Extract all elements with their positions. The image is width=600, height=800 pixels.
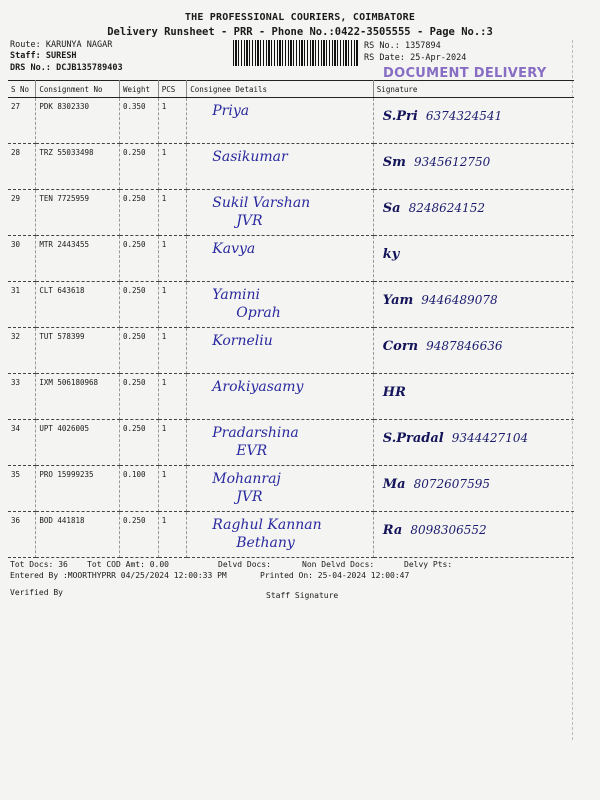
cell-sno: 33 <box>8 374 36 420</box>
phone-number: 8072607595 <box>413 477 490 491</box>
drs-line: DRS No.: DCJB135789403 <box>10 63 123 73</box>
cell-pcs: 1 <box>158 190 187 236</box>
cell-consignment: PRO 15999235 <box>36 466 120 512</box>
cell-pcs: 1 <box>158 374 187 420</box>
document-delivery-stamp: DOCUMENT DELIVERY <box>383 66 547 81</box>
cell-consignment: IXM 506180968 <box>36 374 120 420</box>
cell-pcs: 1 <box>158 420 187 466</box>
cell-consignment: UPT 4026005 <box>36 420 120 466</box>
phone-number: 8098306552 <box>410 523 487 537</box>
cell-consignment: PDK 8302330 <box>36 98 120 144</box>
cell-weight: 0.250 <box>119 328 158 374</box>
signature-mark: Sa <box>382 201 401 216</box>
consignee-name-line2: Bethany <box>236 535 295 551</box>
cell-signature <box>373 144 574 190</box>
table-row <box>8 374 574 420</box>
rs-date-line: RS Date: 25-Apr-2024 <box>364 53 467 63</box>
cell-consignment: BOD 441818 <box>36 512 120 558</box>
cell-weight: 0.250 <box>119 512 158 558</box>
signature-mark: Ra <box>382 523 403 538</box>
cell-signature <box>373 512 574 558</box>
signature-mark: Sm <box>382 155 406 170</box>
table-row <box>8 236 574 282</box>
cell-consignee <box>187 236 374 282</box>
cell-weight: 0.250 <box>119 144 158 190</box>
cell-consignment: TUT 578399 <box>36 328 120 374</box>
cell-pcs: 1 <box>158 236 187 282</box>
consignee-name: Kavya <box>212 241 256 257</box>
cell-pcs: 1 <box>158 144 187 190</box>
consignee-name: Yamini <box>212 287 261 303</box>
company-name: THE PROFESSIONAL COURIERS, COIMBATORE <box>184 12 416 23</box>
cell-pcs: 1 <box>158 512 187 558</box>
cell-weight: 0.250 <box>119 236 158 282</box>
table-row <box>8 144 574 190</box>
totals-line: Tot Docs: 36 Tot COD Amt: 0.00 <box>10 560 169 569</box>
cell-consignee <box>187 190 374 236</box>
table-header-row <box>8 81 574 98</box>
cell-weight: 0.350 <box>119 98 158 144</box>
printed-on: Printed On: 25-04-2024 12:00:47 <box>260 571 410 580</box>
table-row <box>8 420 574 466</box>
col-consignment: Consignment No <box>36 81 120 98</box>
rs-no-line: RS No.: 1357894 <box>364 41 441 51</box>
phone-number: 9487846636 <box>426 339 503 353</box>
cell-consignment: MTR 2443455 <box>36 236 120 282</box>
cell-sno: 29 <box>8 190 36 236</box>
signature-mark: ky <box>382 247 400 262</box>
signature-mark: HR <box>382 385 406 400</box>
cell-weight: 0.250 <box>119 420 158 466</box>
verified-by: Verified By <box>10 588 63 597</box>
consignee-name: Sasikumar <box>212 149 288 165</box>
col-consignee: Consignee Details <box>187 81 374 98</box>
non-delvd-docs-label: Non Delvd Docs: <box>302 560 375 569</box>
consignee-name: Mohanraj <box>212 471 281 487</box>
cell-signature <box>373 282 574 328</box>
phone-number: 9345612750 <box>413 155 491 169</box>
cell-pcs: 1 <box>158 282 187 328</box>
cell-consignee <box>187 374 374 420</box>
table-row <box>8 98 574 144</box>
cell-consignee <box>187 512 374 558</box>
phone-number: 9446489078 <box>421 293 498 307</box>
cell-sno: 30 <box>8 236 36 282</box>
cell-consignment: TRZ 55033498 <box>36 144 120 190</box>
col-sno: S No <box>8 81 36 98</box>
cell-consignee <box>187 420 374 466</box>
route-value: KARUNYA NAGAR <box>45 40 113 50</box>
signature-mark: Yam <box>382 293 414 308</box>
table-row <box>8 282 574 328</box>
cell-sno: 35 <box>8 466 36 512</box>
cell-signature <box>373 98 574 144</box>
cell-weight: 0.250 <box>119 374 158 420</box>
phone-number: 6374324541 <box>425 109 503 123</box>
consignee-name: Raghul Kannan <box>212 517 322 533</box>
cell-consignment: TEN 7725959 <box>36 190 120 236</box>
phone-number: 8248624152 <box>408 201 485 215</box>
entered-by: Entered By :MOORTHYPRR 04/25/2024 12:00:33 PM <box>10 571 227 580</box>
cell-sno: 31 <box>8 282 36 328</box>
runsheet-title: Delivery Runsheet - PRR - Phone No.:0422-3505555 - Page No.:3 <box>107 26 493 38</box>
table-row <box>8 512 574 558</box>
cell-pcs: 1 <box>158 328 187 374</box>
cell-signature <box>373 328 574 374</box>
consignee-name-line2: JVR <box>236 213 263 229</box>
delvd-docs-label: Delvd Docs: <box>218 560 271 569</box>
rs-date-value: 25-Apr-2024 <box>410 53 467 63</box>
cell-sno: 34 <box>8 420 36 466</box>
staff-signature: Staff Signature <box>266 591 339 600</box>
cell-sno: 32 <box>8 328 36 374</box>
consignee-name: Sukil Varshan <box>212 195 311 211</box>
consignee-name: Korneliu <box>212 333 273 349</box>
route-line: Route: KARUNYA NAGAR <box>10 40 113 50</box>
signature-mark: Corn <box>382 339 419 354</box>
cell-pcs: 1 <box>158 466 187 512</box>
cell-signature <box>373 466 574 512</box>
cell-sno: 36 <box>8 512 36 558</box>
delivery-table <box>8 80 574 558</box>
consignee-name-line2: JVR <box>236 489 263 505</box>
cell-weight: 0.250 <box>119 190 158 236</box>
cell-weight: 0.250 <box>119 282 158 328</box>
table-row <box>8 466 574 512</box>
consignee-name: Arokiyasamy <box>212 379 304 395</box>
consignee-name: Pradarshina <box>212 425 299 441</box>
signature-mark: S.Pri <box>382 109 418 124</box>
cell-weight: 0.100 <box>119 466 158 512</box>
barcode <box>233 40 358 66</box>
cell-signature <box>373 374 574 420</box>
col-weight: Weight <box>119 81 158 98</box>
table-row <box>8 328 574 374</box>
col-pcs: PCS <box>158 81 187 98</box>
table-row <box>8 190 574 236</box>
cell-consignee <box>187 282 374 328</box>
consignee-name-line2: EVR <box>236 443 268 459</box>
cell-consignee <box>187 98 374 144</box>
signature-mark: Ma <box>382 477 406 492</box>
cell-signature <box>373 420 574 466</box>
cell-consignee <box>187 144 374 190</box>
staff-line: Staff: SURESH <box>10 51 77 61</box>
cell-consignment: CLT 643618 <box>36 282 120 328</box>
drs-value: DCJB135789403 <box>56 63 123 73</box>
cell-consignee <box>187 466 374 512</box>
cell-signature <box>373 236 574 282</box>
tot-docs-value: 36 <box>58 560 68 569</box>
staff-value: SURESH <box>45 51 77 61</box>
col-signature: Signature <box>373 81 574 98</box>
consignee-name-line2: Oprah <box>236 305 281 321</box>
cell-sno: 28 <box>8 144 36 190</box>
cell-signature <box>373 190 574 236</box>
consignee-name: Priya <box>212 103 250 119</box>
cell-sno: 27 <box>8 98 36 144</box>
cell-consignee <box>187 328 374 374</box>
signature-mark: S.Pradal <box>382 431 444 446</box>
tot-cod-value: 0.00 <box>149 560 169 569</box>
delvy-pts-label: Delvy Pts: <box>404 560 453 569</box>
phone-number: 9344427104 <box>451 431 529 445</box>
rs-no-value: 1357894 <box>404 41 441 51</box>
cell-pcs: 1 <box>158 98 187 144</box>
